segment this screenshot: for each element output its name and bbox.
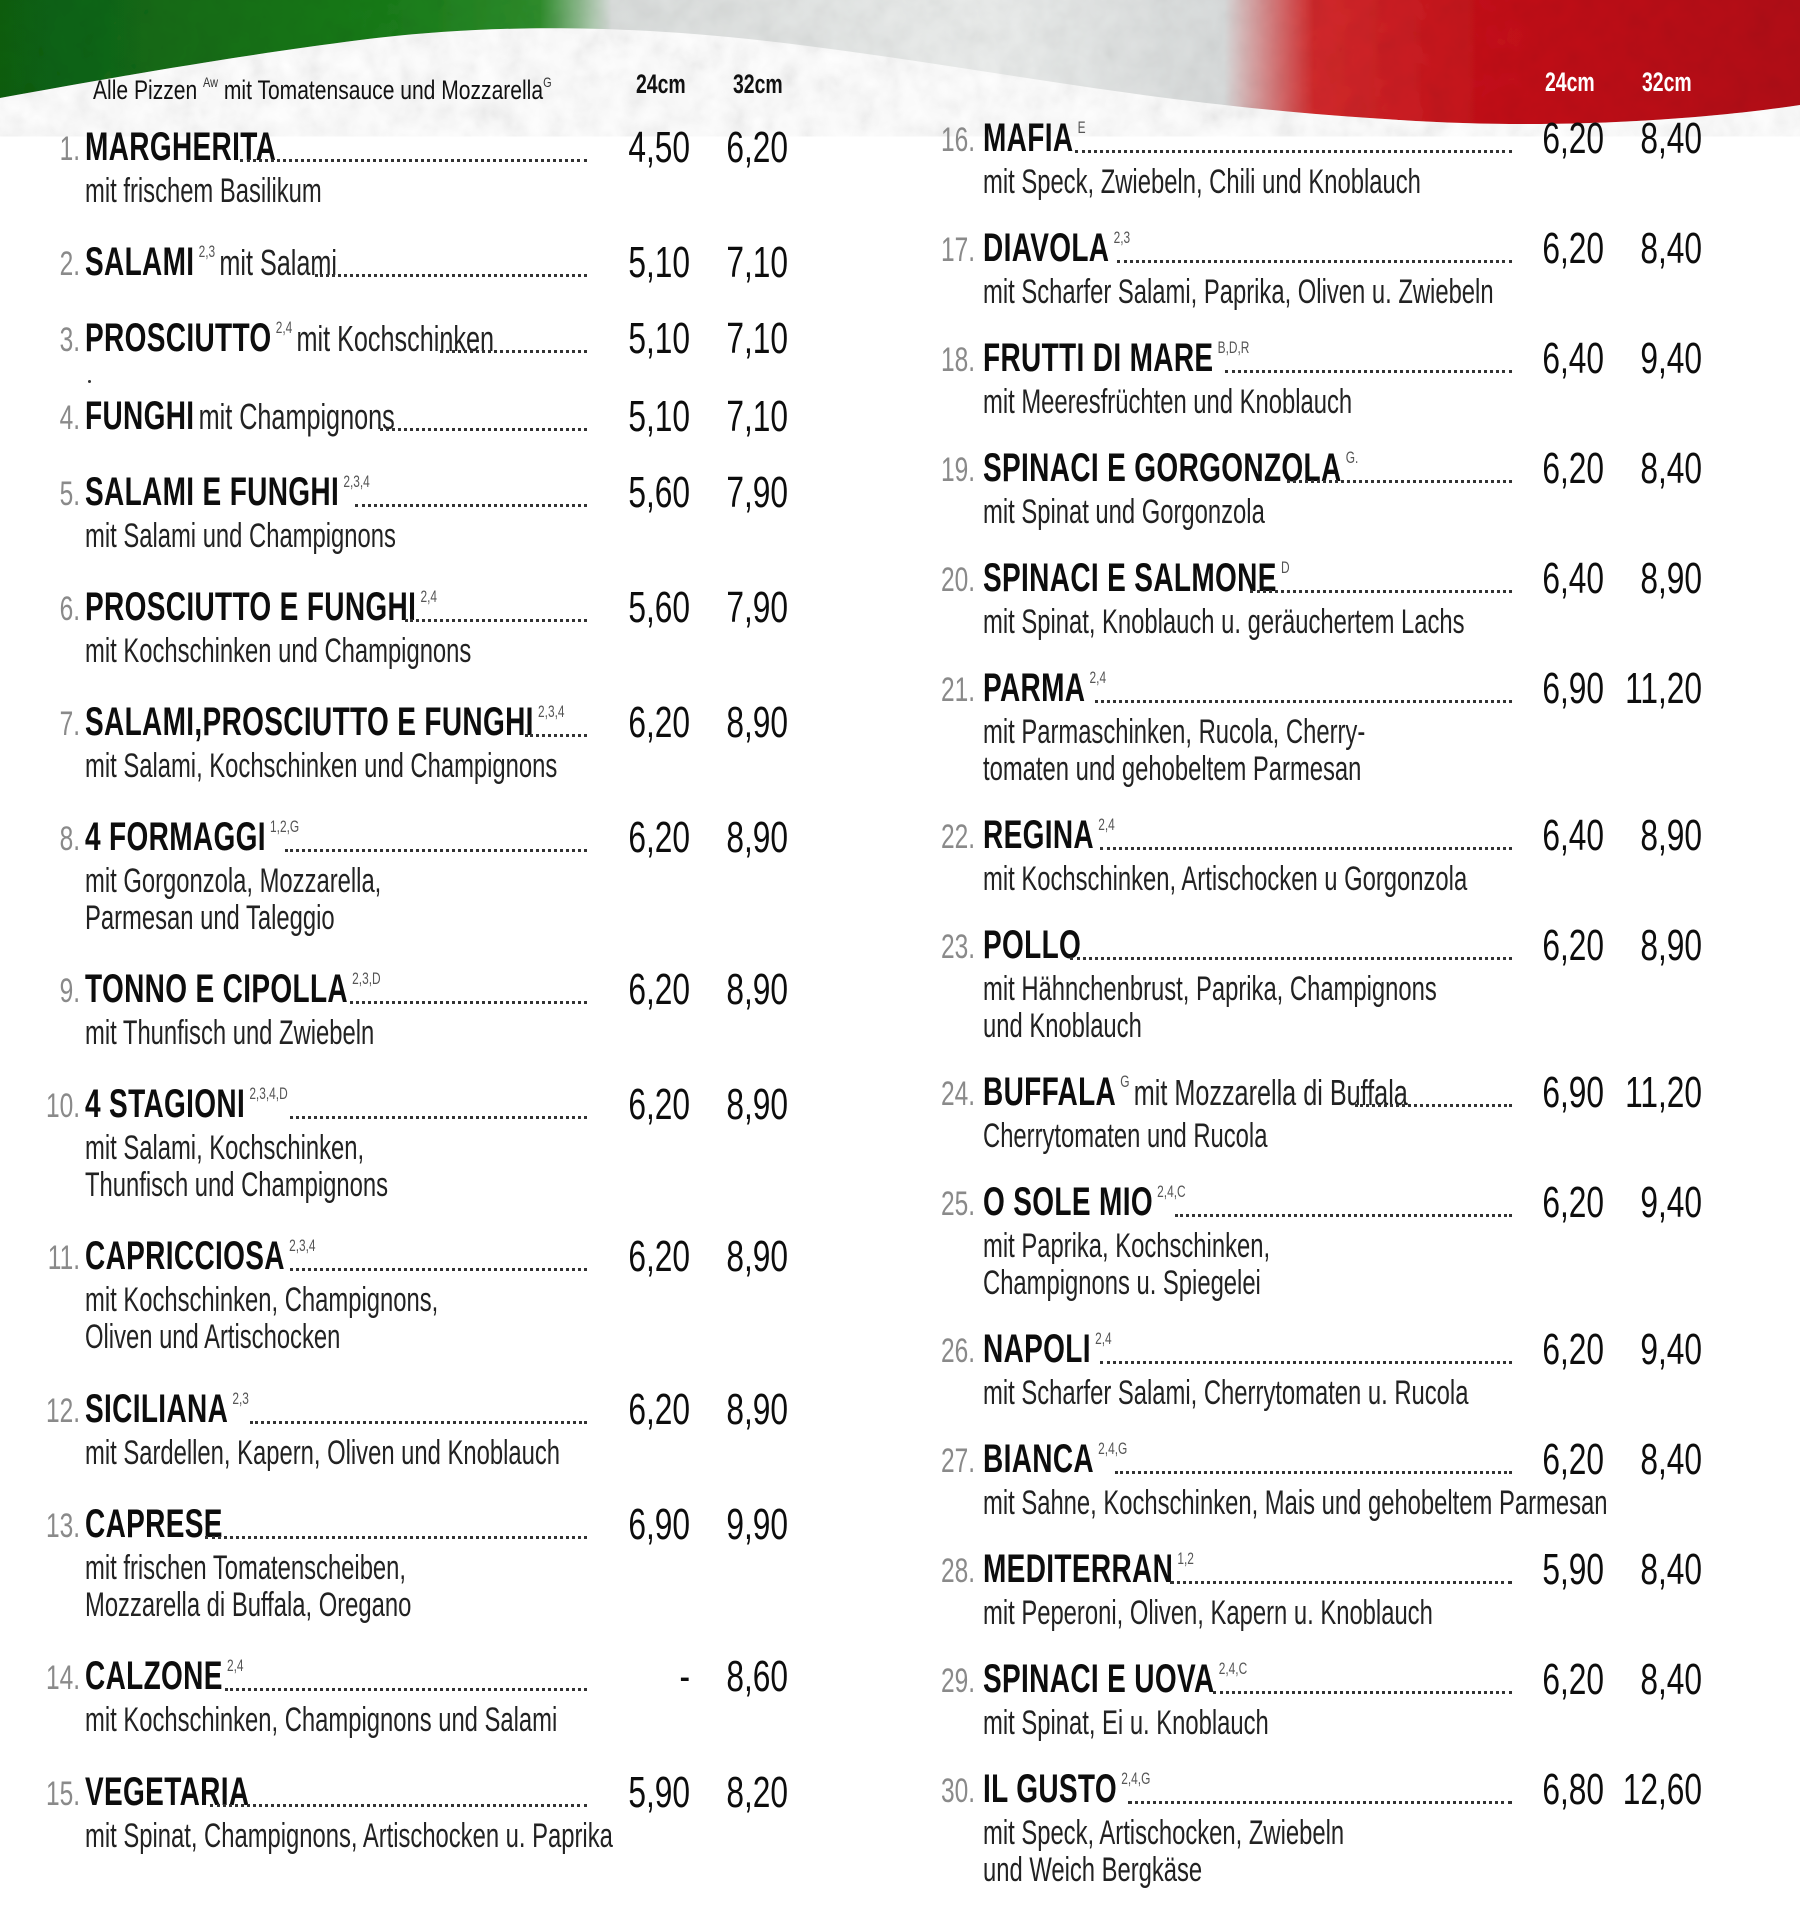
item-name: FRUTTI DI MARE bbox=[983, 336, 1214, 380]
price-32cm: 8,20 bbox=[726, 1768, 788, 1817]
dotted-leader bbox=[1070, 957, 1512, 960]
item-number: 26. bbox=[940, 1332, 975, 1370]
item-description: Cherrytomaten und Rucola bbox=[983, 1117, 1268, 1155]
price-32cm: 11,20 bbox=[1625, 1068, 1702, 1117]
item-description: mit Spinat, Knoblauch u. geräuchertem Lachs bbox=[983, 603, 1465, 641]
price-32cm: 9,90 bbox=[726, 1500, 788, 1549]
item-number: 13. bbox=[45, 1507, 80, 1545]
price-24cm: 6,20 bbox=[628, 1385, 690, 1434]
price-32cm: 8,40 bbox=[1640, 114, 1702, 163]
item-description: mit Salami, Kochschinken, bbox=[85, 1129, 365, 1167]
item-description: mit Salami, Kochschinken und Champignons bbox=[85, 747, 558, 785]
item-name: IL GUSTO bbox=[983, 1767, 1118, 1811]
item-description: Thunfisch und Champignons bbox=[85, 1166, 388, 1204]
item-description: mit Kochschinken, Champignons und Salami bbox=[85, 1701, 558, 1739]
price-32cm: 11,20 bbox=[1625, 664, 1702, 713]
item-name: 4 FORMAGGI bbox=[85, 815, 266, 859]
item-description: mit frischem Basilikum bbox=[85, 172, 322, 210]
item-title bbox=[983, 1180, 1186, 1224]
item-number: 14. bbox=[45, 1659, 80, 1697]
price-24cm: 4,50 bbox=[628, 123, 690, 172]
allergen-codes: 2,3,4 bbox=[289, 1236, 316, 1255]
item-title bbox=[85, 125, 276, 169]
item-name: FUNGHI bbox=[85, 394, 195, 438]
price-24cm: 5,10 bbox=[628, 392, 690, 441]
item-description: Parmesan und Taleggio bbox=[85, 899, 335, 937]
allergen-codes: 2,4 bbox=[420, 587, 438, 606]
dotted-leader bbox=[285, 849, 587, 852]
price-32cm: 8,90 bbox=[726, 965, 788, 1014]
price-24cm: 6,90 bbox=[1542, 664, 1604, 713]
price-32cm: 9,40 bbox=[1640, 334, 1702, 383]
item-title bbox=[983, 446, 1358, 490]
allergen-codes: 2,4,C bbox=[1157, 1182, 1186, 1201]
price-24cm: 6,90 bbox=[628, 1500, 690, 1549]
allergen-codes: 1,2 bbox=[1177, 1549, 1194, 1568]
price-32cm: 8,40 bbox=[1640, 1435, 1702, 1484]
dotted-leader bbox=[1075, 150, 1512, 153]
item-number: 29. bbox=[940, 1662, 975, 1700]
item-title bbox=[983, 1327, 1112, 1371]
dotted-leader bbox=[315, 274, 587, 277]
dotted-leader bbox=[1170, 1581, 1512, 1584]
intro-allergen-2: G bbox=[543, 74, 552, 90]
item-name: CAPRICCIOSA bbox=[85, 1234, 285, 1278]
item-name: SPINACI E UOVA bbox=[983, 1657, 1215, 1701]
item-title bbox=[85, 470, 370, 514]
item-name: VEGETARIA bbox=[85, 1770, 250, 1814]
price-32cm: 8,40 bbox=[1640, 1545, 1702, 1594]
item-description: mit Speck, Artischocken, Zwiebeln bbox=[983, 1814, 1345, 1852]
item-inline-description: mit Mozzarella di Buffala bbox=[1133, 1072, 1408, 1113]
allergen-codes: E bbox=[1077, 118, 1086, 137]
item-name: SALAMI,PROSCIUTTO E FUNGHI bbox=[85, 700, 534, 744]
dotted-leader bbox=[1117, 260, 1512, 263]
item-number: 3. bbox=[59, 321, 80, 359]
item-name: SALAMI E FUNGHI bbox=[85, 470, 340, 514]
price-24cm: 5,90 bbox=[1542, 1545, 1604, 1594]
item-title bbox=[983, 1767, 1150, 1811]
item-name: PROSCIUTTO E FUNGHI bbox=[85, 585, 417, 629]
item-name: BIANCA bbox=[983, 1437, 1094, 1481]
item-title bbox=[85, 1770, 249, 1814]
item-title bbox=[85, 815, 299, 859]
price-32cm: 7,10 bbox=[726, 314, 788, 363]
item-name: SPINACI E SALMONE bbox=[983, 556, 1277, 600]
allergen-codes: 1,2,G bbox=[270, 817, 300, 836]
price-32cm: 8,90 bbox=[1640, 554, 1702, 603]
price-24cm: 5,10 bbox=[628, 314, 690, 363]
price-24cm: 5,60 bbox=[628, 468, 690, 517]
item-description: mit Scharfer Salami, Cherrytomaten u. Rucola bbox=[983, 1374, 1469, 1412]
item-description: mit Spinat, Champignons, Artischocken u. Paprika bbox=[85, 1817, 613, 1855]
item-description: mit Speck, Zwiebeln, Chili und Knoblauch bbox=[983, 163, 1421, 201]
item-number: 9. bbox=[59, 972, 80, 1010]
stray-dot bbox=[88, 380, 91, 383]
price-32cm: 12,60 bbox=[1622, 1765, 1702, 1814]
item-description: mit Kochschinken, Artischocken u Gorgonzola bbox=[983, 860, 1468, 898]
item-number: 12. bbox=[45, 1392, 80, 1430]
size-header-24-left: 24cm bbox=[636, 69, 686, 99]
allergen-codes: 2,4 bbox=[1098, 815, 1115, 834]
price-24cm: 6,40 bbox=[1542, 334, 1604, 383]
dotted-leader bbox=[1213, 1691, 1512, 1694]
item-description: und Knoblauch bbox=[983, 1007, 1142, 1045]
item-number: 10. bbox=[45, 1087, 80, 1125]
price-24cm: 6,20 bbox=[1542, 114, 1604, 163]
dotted-leader bbox=[525, 734, 587, 737]
allergen-codes: 2,3,4,D bbox=[249, 1084, 288, 1103]
item-name: TONNO E CIPOLLA bbox=[85, 967, 348, 1011]
item-title bbox=[85, 240, 337, 284]
allergen-codes: 2,4 bbox=[226, 1656, 244, 1675]
item-number: 17. bbox=[940, 231, 975, 269]
price-24cm: 6,20 bbox=[628, 813, 690, 862]
price-24cm: 6,40 bbox=[1542, 811, 1604, 860]
size-header-32-right: 32cm bbox=[1642, 67, 1692, 97]
price-32cm: 9,40 bbox=[1640, 1178, 1702, 1227]
allergen-codes: 2,4,C bbox=[1218, 1659, 1248, 1678]
item-name: MEDITERRAN bbox=[983, 1547, 1174, 1591]
menu-intro bbox=[93, 67, 552, 105]
price-32cm: 7,90 bbox=[726, 468, 788, 517]
item-number: 6. bbox=[59, 590, 80, 628]
item-number: 15. bbox=[45, 1775, 80, 1813]
item-number: 16. bbox=[940, 121, 975, 159]
item-description: mit Scharfer Salami, Paprika, Oliven u. Zwiebeln bbox=[983, 273, 1494, 311]
dotted-leader bbox=[405, 619, 587, 622]
allergen-codes: 2,4,G bbox=[1121, 1769, 1151, 1788]
price-32cm: 8,90 bbox=[1640, 921, 1702, 970]
dotted-leader bbox=[355, 504, 587, 507]
item-description: Mozzarella di Buffala, Oregano bbox=[85, 1586, 412, 1624]
dotted-leader bbox=[290, 1268, 587, 1271]
price-24cm: - bbox=[679, 1652, 690, 1701]
price-24cm: 6,20 bbox=[628, 698, 690, 747]
price-24cm: 5,10 bbox=[628, 238, 690, 287]
item-title bbox=[983, 666, 1106, 710]
item-title bbox=[85, 967, 381, 1011]
price-32cm: 7,90 bbox=[726, 583, 788, 632]
dotted-leader bbox=[290, 1116, 587, 1119]
item-number: 27. bbox=[940, 1442, 975, 1480]
item-name: CAPRESE bbox=[85, 1502, 223, 1546]
allergen-codes: 2,4 bbox=[1095, 1329, 1112, 1348]
allergen-codes: 2,3,4 bbox=[538, 702, 565, 721]
allergen-codes: 2,3 bbox=[232, 1389, 249, 1408]
item-title bbox=[85, 1654, 244, 1698]
item-description: mit frischen Tomatenscheiben, bbox=[85, 1549, 407, 1587]
item-title bbox=[983, 1657, 1247, 1701]
item-number: 8. bbox=[59, 820, 80, 858]
item-name: SPINACI E GORGONZOLA bbox=[983, 446, 1342, 490]
price-32cm: 7,10 bbox=[726, 238, 788, 287]
item-description: mit Meeresfrüchten und Knoblauch bbox=[983, 383, 1353, 421]
allergen-codes: 2,4,G bbox=[1098, 1439, 1128, 1458]
item-title bbox=[983, 1547, 1194, 1591]
item-name: NAPOLI bbox=[983, 1327, 1091, 1371]
item-title bbox=[85, 700, 564, 744]
item-description: mit Paprika, Kochschinken, bbox=[983, 1227, 1271, 1265]
item-number: 11. bbox=[47, 1239, 80, 1277]
allergen-codes: 2,3 bbox=[198, 242, 216, 261]
dotted-leader bbox=[1100, 847, 1512, 850]
item-number: 5. bbox=[59, 475, 80, 513]
price-24cm: 6,20 bbox=[1542, 224, 1604, 273]
item-name: DIAVOLA bbox=[983, 226, 1110, 270]
item-number: 1. bbox=[59, 130, 80, 168]
item-number: 22. bbox=[940, 818, 975, 856]
price-32cm: 8,90 bbox=[726, 1080, 788, 1129]
item-name: 4 STAGIONI bbox=[85, 1082, 246, 1126]
price-32cm: 8,40 bbox=[1640, 444, 1702, 493]
item-description: mit Hähnchenbrust, Paprika, Champignons bbox=[983, 970, 1437, 1008]
item-name: POLLO bbox=[983, 923, 1082, 967]
item-title bbox=[983, 116, 1086, 160]
item-description: mit Thunfisch und Zwiebeln bbox=[85, 1014, 375, 1052]
item-inline-description: mit Champignons bbox=[198, 396, 395, 437]
item-name: O SOLE MIO bbox=[983, 1180, 1153, 1224]
price-24cm: 6,40 bbox=[1542, 554, 1604, 603]
item-title bbox=[983, 556, 1290, 600]
price-32cm: 8,60 bbox=[726, 1652, 788, 1701]
item-title bbox=[983, 1070, 1408, 1114]
price-24cm: 6,20 bbox=[628, 965, 690, 1014]
item-number: 18. bbox=[940, 341, 975, 379]
item-title bbox=[85, 1502, 223, 1546]
item-title bbox=[85, 585, 437, 629]
price-24cm: 5,60 bbox=[628, 583, 690, 632]
item-number: 20. bbox=[940, 561, 975, 599]
allergen-codes: 2,3,D bbox=[352, 969, 381, 988]
price-32cm: 8,90 bbox=[726, 698, 788, 747]
item-name: REGINA bbox=[983, 813, 1095, 857]
price-24cm: 6,20 bbox=[1542, 1655, 1604, 1704]
item-name: MARGHERITA bbox=[85, 125, 277, 169]
allergen-codes: 2,4 bbox=[1089, 668, 1107, 687]
item-title bbox=[85, 394, 395, 438]
item-description: mit Sardellen, Kapern, Oliven und Knoblauch bbox=[85, 1434, 560, 1472]
dotted-leader bbox=[1175, 1214, 1512, 1217]
allergen-codes: B,D,R bbox=[1217, 338, 1250, 357]
price-24cm: 6,20 bbox=[1542, 444, 1604, 493]
dotted-leader bbox=[250, 1421, 587, 1424]
item-number: 2. bbox=[59, 245, 80, 283]
item-title bbox=[983, 336, 1249, 380]
item-number: 30. bbox=[940, 1772, 975, 1810]
dotted-leader bbox=[1250, 590, 1512, 593]
item-title bbox=[85, 1234, 316, 1278]
size-header-24-right: 24cm bbox=[1545, 67, 1595, 97]
price-24cm: 6,90 bbox=[1542, 1068, 1604, 1117]
item-name: CALZONE bbox=[85, 1654, 223, 1698]
item-name: PROSCIUTTO bbox=[85, 316, 272, 360]
item-description: mit Peperoni, Oliven, Kapern u. Knoblauch bbox=[983, 1594, 1433, 1632]
item-inline-description: mit Kochschinken bbox=[296, 318, 495, 359]
price-24cm: 6,20 bbox=[628, 1080, 690, 1129]
dotted-leader bbox=[380, 428, 587, 431]
intro-text-2: mit Tomatensauce und Mozzarella bbox=[223, 75, 544, 105]
item-title bbox=[85, 1387, 249, 1431]
price-24cm: 5,90 bbox=[628, 1768, 690, 1817]
price-24cm: 6,20 bbox=[1542, 1178, 1604, 1227]
dotted-leader bbox=[1100, 1361, 1512, 1364]
price-32cm: 8,90 bbox=[726, 813, 788, 862]
price-32cm: 8,40 bbox=[1640, 1655, 1702, 1704]
size-header-32-left: 32cm bbox=[733, 69, 783, 99]
dotted-leader bbox=[1225, 370, 1512, 373]
price-24cm: 6,20 bbox=[628, 1232, 690, 1281]
dotted-leader bbox=[350, 1001, 587, 1004]
item-description: mit Spinat, Ei u. Knoblauch bbox=[983, 1704, 1269, 1742]
item-description: mit Parmaschinken, Rucola, Cherry- bbox=[983, 713, 1366, 751]
item-number: 7. bbox=[59, 705, 80, 743]
item-description: mit Sahne, Kochschinken, Mais und gehobeltem Parmesan bbox=[983, 1484, 1608, 1522]
intro-text: Alle Pizzen bbox=[93, 75, 198, 105]
item-name: MAFIA bbox=[983, 116, 1074, 160]
item-title bbox=[983, 923, 1081, 967]
dotted-leader bbox=[1287, 480, 1512, 483]
dotted-leader bbox=[1115, 1471, 1512, 1474]
item-description: mit Kochschinken, Champignons, bbox=[85, 1281, 439, 1319]
item-description: Oliven und Artischocken bbox=[85, 1318, 341, 1356]
intro-allergen: Aw bbox=[203, 74, 219, 90]
item-inline-description: mit Salami bbox=[219, 242, 337, 283]
price-24cm: 6,20 bbox=[1542, 1325, 1604, 1374]
item-description: mit Gorgonzola, Mozzarella, bbox=[85, 862, 382, 900]
dotted-leader bbox=[225, 1688, 587, 1691]
allergen-codes: 2,4 bbox=[275, 318, 293, 337]
item-description: mit Spinat und Gorgonzola bbox=[983, 493, 1265, 531]
price-24cm: 6,20 bbox=[1542, 921, 1604, 970]
dotted-leader bbox=[1355, 1104, 1512, 1107]
item-number: 25. bbox=[940, 1185, 975, 1223]
item-title bbox=[983, 813, 1115, 857]
allergen-codes: G bbox=[1120, 1072, 1130, 1091]
price-32cm: 8,90 bbox=[726, 1385, 788, 1434]
price-32cm: 8,90 bbox=[726, 1232, 788, 1281]
item-number: 21. bbox=[940, 671, 975, 709]
item-number: 23. bbox=[940, 928, 975, 966]
allergen-codes: 2,3 bbox=[1113, 228, 1131, 247]
dotted-leader bbox=[1095, 700, 1512, 703]
dotted-leader bbox=[440, 350, 587, 353]
item-title bbox=[85, 316, 494, 360]
price-32cm: 8,40 bbox=[1640, 224, 1702, 273]
dotted-leader bbox=[240, 159, 587, 162]
dotted-leader bbox=[205, 1536, 587, 1539]
price-32cm: 9,40 bbox=[1640, 1325, 1702, 1374]
price-32cm: 6,20 bbox=[726, 123, 788, 172]
dotted-leader bbox=[1128, 1801, 1512, 1804]
price-32cm: 7,10 bbox=[726, 392, 788, 441]
item-title bbox=[85, 1082, 288, 1126]
item-name: BUFFALA bbox=[983, 1070, 1117, 1114]
allergen-codes: G. bbox=[1345, 448, 1359, 467]
item-description: tomaten und gehobeltem Parmesan bbox=[983, 750, 1362, 788]
item-number: 24. bbox=[940, 1075, 975, 1113]
item-description: mit Kochschinken und Champignons bbox=[85, 632, 472, 670]
price-24cm: 6,80 bbox=[1542, 1765, 1604, 1814]
dotted-leader bbox=[210, 1804, 587, 1807]
item-number: 4. bbox=[59, 399, 80, 437]
item-number: 19. bbox=[940, 451, 975, 489]
allergen-codes: D bbox=[1280, 558, 1290, 577]
item-title bbox=[983, 226, 1130, 270]
price-24cm: 6,20 bbox=[1542, 1435, 1604, 1484]
item-name: SALAMI bbox=[85, 240, 195, 284]
item-title bbox=[983, 1437, 1127, 1481]
allergen-codes: 2,3,4 bbox=[343, 472, 370, 491]
item-name: SICILIANA bbox=[85, 1387, 229, 1431]
price-32cm: 8,90 bbox=[1640, 811, 1702, 860]
item-name: PARMA bbox=[983, 666, 1086, 710]
item-number: 28. bbox=[940, 1552, 975, 1590]
item-description: und Weich Bergkäse bbox=[983, 1851, 1203, 1889]
item-description: Champignons u. Spiegelei bbox=[983, 1264, 1261, 1302]
item-description: mit Salami und Champignons bbox=[85, 517, 396, 555]
